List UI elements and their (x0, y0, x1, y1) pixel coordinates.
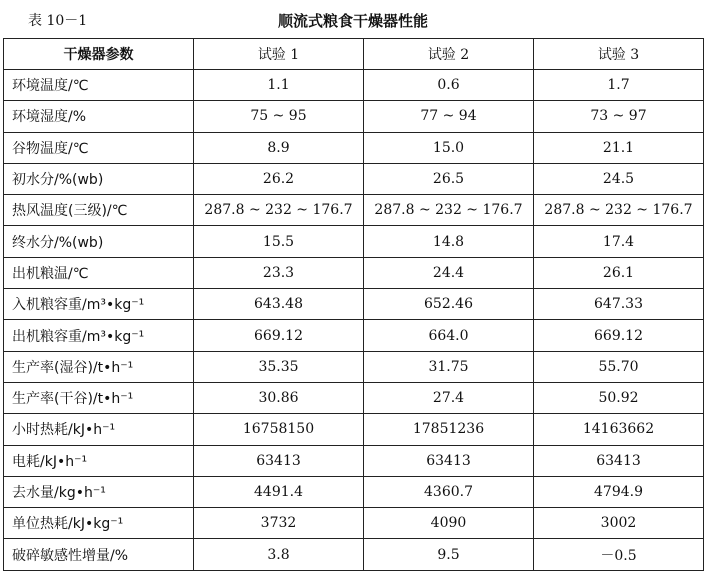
trial-1-cell: 3732 (194, 508, 364, 539)
table-row (4, 414, 704, 445)
table-row (4, 351, 704, 382)
trial-3-cell: 26.1 (534, 257, 704, 288)
parameter-cell: 生产率(湿谷)/t•h⁻¹ (4, 351, 194, 382)
parameter-cell: 终水分/%(wb) (4, 226, 194, 257)
table-row (4, 320, 704, 351)
trial-1-cell: 4491.4 (194, 476, 364, 507)
parameter-cell: 出机粮容重/m³•kg⁻¹ (4, 320, 194, 351)
table-row (4, 539, 704, 570)
parameter-cell: 环境湿度/% (4, 101, 194, 132)
trial-1-cell: 23.3 (194, 257, 364, 288)
trial-2-cell: 63413 (364, 445, 534, 476)
trial-1-cell: 75 ~ 95 (194, 101, 364, 132)
parameter-cell: 热风温度(三级)/℃ (4, 195, 194, 226)
trial-3-cell: 669.12 (534, 320, 704, 351)
table-row (4, 226, 704, 257)
trial-3-cell: 3002 (534, 508, 704, 539)
trial-1-cell: 63413 (194, 445, 364, 476)
trial-1-cell: 15.5 (194, 226, 364, 257)
trial-2-cell: 9.5 (364, 539, 534, 570)
trial-2-cell: 664.0 (364, 320, 534, 351)
header-trial-1: 试验 1 (194, 39, 364, 70)
table-row (4, 132, 704, 163)
trial-1-cell: 287.8 ~ 232 ~ 176.7 (194, 195, 364, 226)
trial-3-cell: 647.33 (534, 289, 704, 320)
parameter-cell: 小时热耗/kJ•h⁻¹ (4, 414, 194, 445)
trial-2-cell: 0.6 (364, 70, 534, 101)
parameter-cell: 出机粮温/℃ (4, 257, 194, 288)
header-trial-3: 试验 3 (534, 39, 704, 70)
trial-1-cell: 669.12 (194, 320, 364, 351)
trial-2-cell: 77 ~ 94 (364, 101, 534, 132)
trial-1-cell: 16758150 (194, 414, 364, 445)
trial-3-cell: 55.70 (534, 351, 704, 382)
table-row (4, 101, 704, 132)
table-header-row (4, 39, 704, 70)
parameter-cell: 单位热耗/kJ•kg⁻¹ (4, 508, 194, 539)
trial-2-cell: 15.0 (364, 132, 534, 163)
table-row (4, 70, 704, 101)
parameter-cell: 去水量/kg•h⁻¹ (4, 476, 194, 507)
parameter-cell: 破碎敏感性增量/% (4, 539, 194, 570)
trial-2-cell: 287.8 ~ 232 ~ 176.7 (364, 195, 534, 226)
trial-3-cell: 21.1 (534, 132, 704, 163)
parameter-cell: 初水分/%(wb) (4, 163, 194, 194)
trial-2-cell: 4090 (364, 508, 534, 539)
trial-2-cell: 652.46 (364, 289, 534, 320)
trial-3-cell: 73 ~ 97 (534, 101, 704, 132)
trial-1-cell: 643.48 (194, 289, 364, 320)
parameter-cell: 谷物温度/℃ (4, 132, 194, 163)
table-number: 表 10－1 (28, 13, 88, 29)
dryer-performance-table (3, 38, 704, 571)
trial-3-cell: 14163662 (534, 414, 704, 445)
trial-1-cell: 26.2 (194, 163, 364, 194)
table-title: 顺流式粮食干燥器性能 (277, 12, 428, 30)
trial-3-cell: －0.5 (534, 539, 704, 570)
parameter-cell: 环境温度/℃ (4, 70, 194, 101)
trial-3-cell: 17.4 (534, 226, 704, 257)
table-row (4, 508, 704, 539)
trial-1-cell: 8.9 (194, 132, 364, 163)
trial-3-cell: 1.7 (534, 70, 704, 101)
trial-1-cell: 30.86 (194, 382, 364, 413)
trial-3-cell: 287.8 ~ 232 ~ 176.7 (534, 195, 704, 226)
trial-2-cell: 17851236 (364, 414, 534, 445)
trial-1-cell: 1.1 (194, 70, 364, 101)
trial-3-cell: 24.5 (534, 163, 704, 194)
trial-3-cell: 63413 (534, 445, 704, 476)
table-caption (0, 6, 706, 32)
table-row (4, 289, 704, 320)
trial-3-cell: 4794.9 (534, 476, 704, 507)
trial-2-cell: 4360.7 (364, 476, 534, 507)
trial-2-cell: 14.8 (364, 226, 534, 257)
parameter-cell: 入机粮容重/m³•kg⁻¹ (4, 289, 194, 320)
trial-3-cell: 50.92 (534, 382, 704, 413)
trial-2-cell: 24.4 (364, 257, 534, 288)
trial-2-cell: 31.75 (364, 351, 534, 382)
table-row (4, 195, 704, 226)
table-row (4, 257, 704, 288)
trial-1-cell: 3.8 (194, 539, 364, 570)
parameter-cell: 电耗/kJ•h⁻¹ (4, 445, 194, 476)
parameter-cell: 生产率(干谷)/t•h⁻¹ (4, 382, 194, 413)
header-parameter: 干燥器参数 (4, 39, 194, 70)
table-row (4, 476, 704, 507)
table-row (4, 163, 704, 194)
header-trial-2: 试验 2 (364, 39, 534, 70)
table-row (4, 445, 704, 476)
trial-1-cell: 35.35 (194, 351, 364, 382)
table-row (4, 382, 704, 413)
trial-2-cell: 26.5 (364, 163, 534, 194)
trial-2-cell: 27.4 (364, 382, 534, 413)
